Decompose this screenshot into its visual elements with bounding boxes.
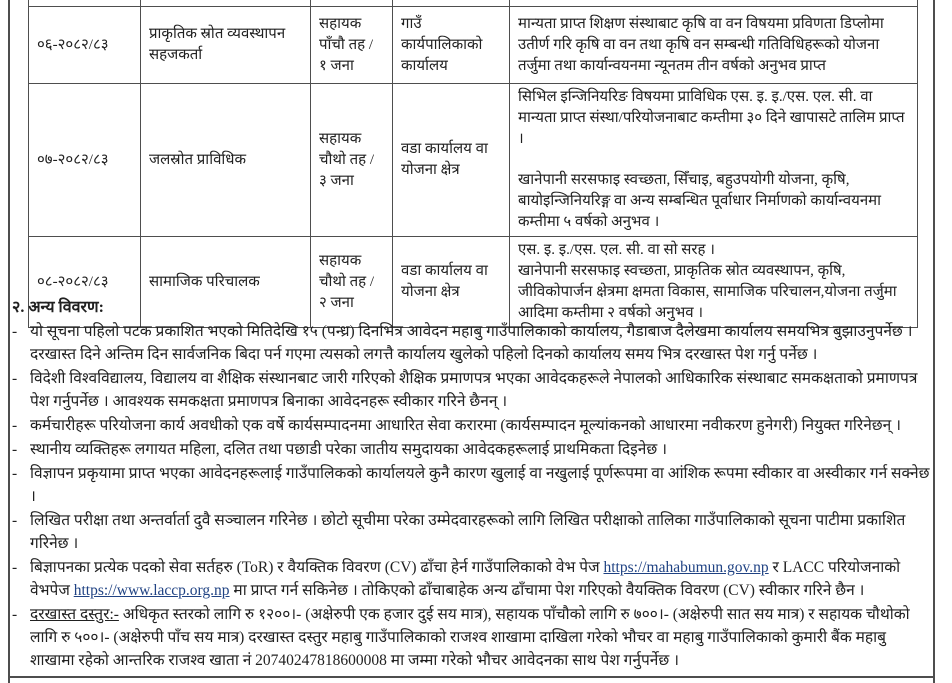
cell-qualification [510, 7, 918, 84]
other-details-section [12, 296, 930, 673]
list-item-text-segment: मा प्राप्त गर्न सकिनेछ । तोकिएको ढाँचाबाहेक अन्य ढाँचामा पेश गरिएको वैयक्तिक विवरण (CV) स्वीकार गरिने छैन । [229, 582, 865, 599]
cell-advert-no [29, 7, 141, 84]
page-border-right [933, 0, 935, 683]
list-item-text-segment: अधिकृत स्तरको लागि रु १२००।- (अक्षेरुपी एक हजार दुई सय मात्र), सहायक पाँचौको लागि रु ७००।- (अक्षेरुपी सात सय मात्र) र सहायक चौथोको लागि रु ५००।- (अक्षेरुपी पाँच सय मात्र) दरखास्त दस्तुर महाबु गाउँपालिकाको राजश्व शाखामा दाखिला गरेको भौचर वा महाबु गाउँपालिकाको कुमारी बैंक महाबु शाखामा रहेको आन्तरिक राजश्व खाता नं 20740247818600008 मा जम्मा गरेको भौचर आवेदनका साथ पेश गर्नुपर्नेछ । [30, 606, 910, 669]
page-border-left [8, 0, 10, 683]
level-count: सहायक पाँचौ तह / १ जना [319, 15, 373, 74]
list-item-text-segment: बिज्ञापनका प्रत्येक पदको सेवा सर्तहरु (ToR) र वैयक्तिक विवरण (CV) ढाँचा हेर्न गाउँपालिकाको वेभ पेज [30, 559, 604, 576]
table-row [29, 7, 918, 84]
list-item-text: लिखित परीक्षा तथा अन्तर्वार्ता दुवै सञ्चालन गरिनेछ । छोटो सूचीमा परेका उम्मेदवारहरूको लागि लिखित परीक्षाको तालिका गाउँपालिकाको सूचना पाटीमा प्रकाशित गरिनेछ । [30, 512, 906, 552]
position-title: सामाजिक परिचालक [149, 273, 260, 290]
table-row [29, 84, 918, 237]
qualification-text: सिभिल इन्जिनियरिङ विषयमा प्राविधिक एस. इ. इ./एस. एल. सी. वा मान्यता प्राप्त संस्था/परियोजनाबाट कम्तीमा ३० दिने खापासटे तालिम प्राप्त । [518, 89, 905, 147]
bullet-dash: - [12, 559, 18, 576]
list-item [12, 509, 930, 555]
list-item [12, 556, 930, 602]
list-item-text [30, 556, 930, 602]
workplace: गाउँ कार्यपालिकाको कार्यालय [401, 15, 483, 74]
cell-advert-no [29, 84, 141, 237]
advert-no: ०६-२०८२/८३ [37, 36, 109, 53]
list-item-text: विदेशी विश्वविद्यालय, विद्यालय वा शैक्षिक संस्थानबाट जारी गरिएको शैक्षिक प्रमाणपत्र भएका आवेदकहरूले नेपालको आधिकारिक संस्थाबाट समकक्षताको प्रमाणपत्र पेश गर्नुपर्नेछ । आवश्यक समकक्षता प्रमाणपत्र बिनाका आवेदनहरू स्वीकार गरिने छैनन् । [30, 370, 918, 410]
advert-no: ०८-२०८२/८३ [37, 273, 109, 290]
list-item-text-segment: र LACC परियोजनाको वेभपेज [30, 559, 901, 599]
bullet-dash: - [12, 417, 18, 434]
workplace: वडा कार्यालय वा योजना क्षेत्र [401, 263, 488, 300]
list-item [12, 320, 930, 366]
cell-qualification [510, 84, 918, 237]
bullet-dash: - [12, 465, 18, 482]
list-item-text: विज्ञापन प्रकृयामा प्राप्त भएका आवेदनहरूलाई गाउँपालिकको कार्यालयले कुनै कारण खुलाई वा नखुलाई पूर्णरूपमा वा आंशिक रूपमा स्वीकार वा अस्वीकार गर्न सक्नेछ । [30, 465, 930, 505]
level-count: सहायक चौथो तह / २ जना [319, 252, 375, 311]
workplace: वडा कार्यालय वा योजना क्षेत्र [401, 141, 488, 178]
advert-no: ०७-२०८२/८३ [37, 151, 109, 168]
application-fee-label: दरखास्त दस्तुर:- [30, 606, 119, 623]
list-item-text: यो सूचना पहिलो पटक प्रकाशित भएको मितिदेखि १५ (पन्ध्र) दिनभित्र आवेदन महाबु गाउँपालिकाको कार्यालय, गैडाबाज दैलेखमा कार्यालय समयभित्र बुझाउनुपर्नेछ । दरखास्त दिने अन्तिम दिन सार्वजनिक बिदा पर्न गएमा त्यसको लगत्तै कार्यालय खुलेको पहिलो दिनको कार्यालय समय भित्र दरखास्त पेश गर्नु पर्नेछ । [30, 323, 913, 363]
vacancy-table [28, 0, 918, 328]
list-item-text [30, 603, 930, 672]
level-count: सहायक चौथो तह / ३ जना [319, 130, 375, 189]
position-title: जलस्रोत प्राविधिक [149, 151, 247, 168]
cell-level [311, 7, 393, 84]
mahabumun-website-link[interactable]: https://mahabumun.gov.np [603, 559, 769, 576]
list-item [12, 462, 930, 508]
position-title: प्राकृतिक स्रोत व्यवस्थापन सहजकर्ता [149, 26, 286, 63]
bullet-dash: - [12, 441, 18, 458]
cell-workplace [393, 84, 510, 237]
bullet-dash: - [12, 606, 18, 623]
laccp-website-link[interactable]: https://www.laccp.org.np [73, 582, 230, 599]
bullet-dash: - [12, 323, 18, 340]
list-item [12, 367, 930, 413]
qualification-text: एस. इ. इ./एस. एल. सी. वा सो सरह । [518, 242, 715, 258]
bullet-dash: - [12, 370, 18, 387]
bullet-dash: - [12, 512, 18, 529]
cell-level [311, 84, 393, 237]
qualification-text: मान्यता प्राप्त शिक्षण संस्थाबाट कृषि वा वन विषयमा प्रविणता डिप्लोमा उतीर्ण गरि कृषि वा वन तथा कृषि वन सम्बन्धी गतिविधिहरूको योजना तर्जुमा तथा कार्यान्वयनमा न्यूनतम तीन वर्षको अनुभव प्राप्त [518, 15, 884, 74]
qualification-text: खानेपानी सरसफाइ स्वच्छता, सिँचाइ, बहुउपयोगी योजना, कृषि, बायोइन्जिनियरिङ्ग वा अन्य सम्बन्धित पूर्वाधार निर्माणको कार्यान्वयनमा कम्तीमा ५ वर्षको अनुभव । [518, 172, 882, 230]
list-item [12, 414, 930, 437]
cell-position [141, 7, 311, 84]
list-item [12, 438, 930, 461]
list-item [12, 603, 930, 672]
cell-position [141, 84, 311, 237]
section-heading: २. अन्य विवरण: [12, 299, 104, 316]
details-list [12, 320, 930, 672]
page-border-bottom [8, 676, 935, 678]
qualification-text: खानेपानी सरसफाइ स्वच्छता, प्राकृतिक स्रोत व्यवस्थापन, कृषि, जीविकोपार्जन क्षेत्रमा क्षमता विकास, सामाजिक परिचालन,योजना तर्जुमा आदिमा कम्तीमा २ वर्षको अनुभव । [518, 263, 897, 321]
list-item-text: कर्मचारीहरू परियोजना कार्य अवधीको एक वर्षे कार्यसम्पादनमा आधारित सेवा करारमा (कार्यसम्पादन मूल्यांकनको आधारमा नवीकरण हुनेगरी) नियुक्त गरिनेछन् । [30, 417, 902, 434]
cell-workplace [393, 7, 510, 84]
list-item-text: स्थानीय व्यक्तिहरू लगायत महिला, दलित तथा पछाडी परेका जातीय समुदायका आवेदकहरूलाई प्राथमिकता दिइनेछ । [30, 441, 667, 458]
